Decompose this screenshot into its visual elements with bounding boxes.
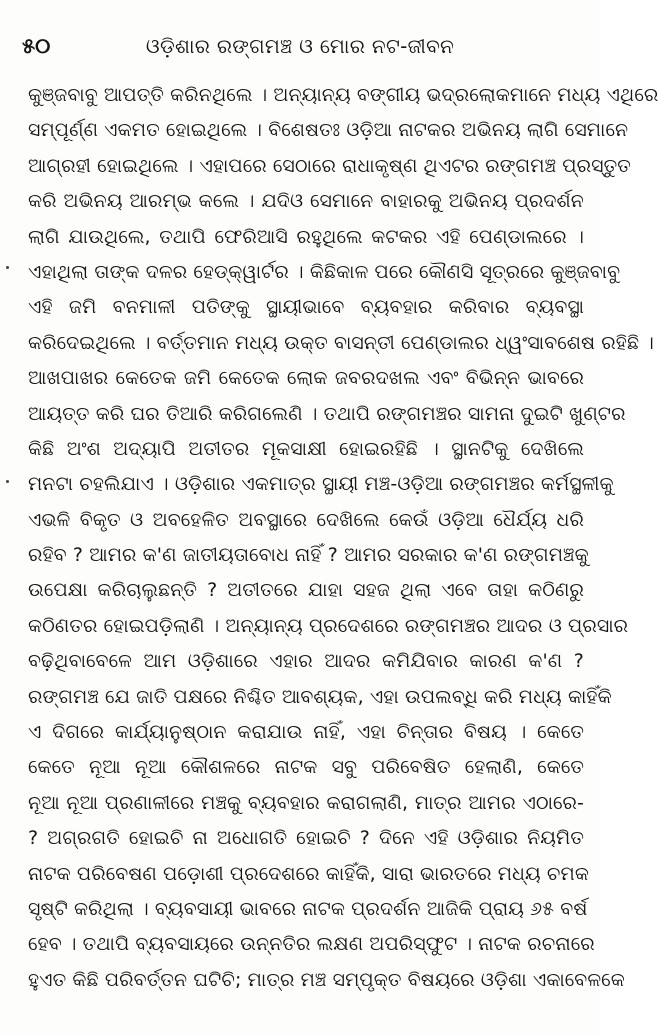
body-text: [28, 78, 658, 998]
text-line: କଠିଣତର ହୋଇପଡ଼ିଲାଣି । ଅନ୍ୟାନ୍ୟ ପ୍ରଦେଶରେ ରଙ୍ଗମଞ୍ଚର ଆଦର ଓ ପ୍ରସାର: [28, 614, 629, 637]
text-line: ଏହି ଜମି ବନମାଳୀ ପତିଙ୍କୁ ସ୍ଥାୟୀଭାବେ ବ୍ୟବହାର କରିବାର ବ୍ୟବସ୍ଥା: [28, 296, 584, 319]
text-line: ? ଅଗ୍ରଗତି ହୋଇଚି ନା ଅଧୋଗତି ହୋଇଚି ? ଦିନେ ଏହି ଓଡ଼ିଶାର ନିୟମିତ: [28, 827, 584, 850]
text-line: ହୁଏତ କିଛି ପରିବର୍ତ୍ତନ ଘଟିଚି; ମାତ୍ର ମଞ୍ଚ ସମ୍ପୃକ୍ତ ବିଷୟରେ ଓଡ଼ିଶା ଏକାବେଳକେ: [28, 968, 625, 991]
text-line: ମନଟା ଚହଲିଯାଏ । ଓଡ଼ିଶାର ଏକମାତ୍ର ସ୍ଥାୟୀ ମଞ୍ଚ-ଓଡ଼ିଆ ରଙ୍ଗମଞ୍ଚର କର୍ମସ୍ଥଳୀକୁ: [28, 473, 614, 496]
running-title: ଓଡ଼ିଶାର ରଙ୍ଗମଞ୍ଚ ଓ ମୋର ନଟ-ଜୀବନ: [145, 34, 455, 58]
text-line: ଆଗ୍ରହୀ ହୋଇଥିଲେ । ଏହାପରେ ସେଠାରେ ରାଧାକୃଷ୍ଣ ଥିଏଟର ରଙ୍ଗମଞ୍ଚ ପ୍ରସ୍ତୁତ: [28, 154, 631, 177]
text-line: ଆଖପାଖର କେତେକ ଜମି କେତେକ ଲୋକ ଜବରଦଖଲ ଏବଂ ବିଭିନ୍ନ ଭାବରେ: [28, 367, 584, 390]
text-line: କୁଞ୍ଜବାବୁ ଆପତ୍ତି କରିନଥିଲେ । ଅନ୍ୟାନ୍ୟ ବଙ୍ଗୀୟ ଭଦ୍ରଲୋକମାନେ ମଧ୍ୟ ଏଥିରେ: [28, 84, 658, 106]
text-line: ଉପେକ୍ଷା କରିଚାଲୁଛନ୍ତି ? ଅତୀତରେ ଯାହା ସହଜ ଥିଲା ଏବେ ତାହା କଠିଣରୁ: [28, 579, 584, 602]
text-line: ବଢ଼ିଥିବାବେଳେ ଆମ ଓଡ଼ିଶାରେ ଏହାର ଆଦର କମିଯିବାର କାରଣ କ'ଣ ?: [28, 650, 584, 673]
text-line: ଏହାଥିଲା ତାଙ୍କ ଦଳର ହେଡ୍‌କ୍ୱାର୍ଟର । କିଛିକାଳ ପରେ କୌଣସି ସୂତ୍ରରେ କୁଞ୍ଜବାବୁ: [28, 260, 621, 283]
text-line: ସୃଷ୍ଟି କରିଥିଲା । ବ୍ୟବସାୟୀ ଭାବରେ ନାଟକ ପ୍ରଦର୍ଶନ ଆଜିକି ପ୍ରାୟ ୬୫ ବର୍ଷ: [28, 897, 588, 920]
margin-mark: [6, 480, 9, 483]
text-line: ନାଟକ ପରିବେଷଣ ପଡ଼ୋଶୀ ପ୍ରଦେଶରେ କାହିଁକି, ସାରା ଭାରତରେ ମଧ୍ୟ ଚମକ: [28, 862, 589, 885]
running-header: [22, 30, 578, 62]
text-line: କେତେ ନୂଆ ନୂଆ କୌଶଳରେ ନାଟକ ସବୁ ପରିବେଷିତ ହେଲାଣି, କେତେ: [28, 756, 584, 779]
text-line: ନୂଆ ନୂଆ ପ୍ରଣାଳୀରେ ମଞ୍ଚକୁ ବ୍ୟବହାର କରାଗଲାଣି, ମାତ୍ର ଆମର ଏଠାରେ-: [28, 791, 584, 814]
text-line: ଲାଗି ଯାଉଥିଲେ, ତଥାପି ଫେରିଆସି ରହୁଥିଲେ କଟକର ଏହି ପେଣ୍ଡାଲରେ ।: [28, 225, 584, 248]
page-number: ୫୦: [22, 33, 51, 58]
text-line: ହେବ । ତଥାପି ବ୍ୟବସାୟରେ ଉନ୍ନତିର ଲକ୍ଷଣ ଅପରିସ୍ଫୁଟ । ନାଟକ ରଚନାରେ: [28, 933, 595, 956]
text-line: କିଛି ଅଂଶ ଅଦ୍ୟାପି ଅତୀତର ମୂକସାକ୍ଷୀ ହୋଇରହିଛି । ସ୍ଥାନଟିକୁ ଦେଖିଲେ: [28, 437, 584, 460]
text-line: ସମ୍ପୂର୍ଣ୍ଣ ଏକମତ ହୋଇଥିଲେ । ବିଶେଷତଃ ଓଡ଼ିଆ ନାଟକର ଅଭିନୟ ଲାଗି ସେମାନେ: [28, 119, 629, 142]
text-line: ରଙ୍ଗମଞ୍ଚ ଯେ ଜାତି ପକ୍ଷରେ ନିଶ୍ଚିତ ଆବଶ୍ୟକ, ଏହା ଉପଲବ୍ଧି କରି ମଧ୍ୟ କାହିଁକି: [28, 685, 612, 708]
text-line: କରିଦେଇଥିଲେ । ବର୍ତ୍ତମାନ ମଧ୍ୟ ଉକ୍ତ ବାସନ୍ତୀ ପେଣ୍ଡାଲର ଧ୍ୱଂସାବଶେଷ ରହିଛି ।: [28, 331, 654, 354]
text-line: ଆୟତ୍ତ କରି ଘର ତିଆରି କରିଗଲେଣି । ତଥାପି ରଙ୍ଗମଞ୍ଚର ସାମନା ଦୁଇଟି ଖୁଣ୍ଟର: [28, 402, 626, 425]
text-line: ଏ ଦିଗରେ କାର୍ଯ୍ୟାନୁଷ୍ଠାନ କରାଯାଉ ନାହିଁ, ଏହା ଚିନ୍ତାର ବିଷୟ । କେତେ: [28, 721, 584, 744]
text-line: କରି ଅଭିନୟ ଆରମ୍ଭ କଲେ । ଯଦିଓ ସେମାନେ ବାହାରକୁ ଅଭିନୟ ପ୍ରଦର୍ଶନ: [28, 190, 584, 213]
text-line: ରହିବ ? ଆମର କ'ଣ ଜାତୀୟତାବୋଧ ନାହିଁ ? ଆମର ସରକାର କ'ଣ ରଙ୍ଗମଞ୍ଚକୁ: [28, 544, 589, 567]
text-line: ଏଭଳି ବିକୃତ ଓ ଅବହେଳିତ ଅବସ୍ଥାରେ ଦେଖିଲେ କେଉଁ ଓଡ଼ିଆ ଧୈର୍ଯ୍ୟ ଧରି: [28, 508, 584, 531]
margin-mark: [6, 266, 9, 269]
